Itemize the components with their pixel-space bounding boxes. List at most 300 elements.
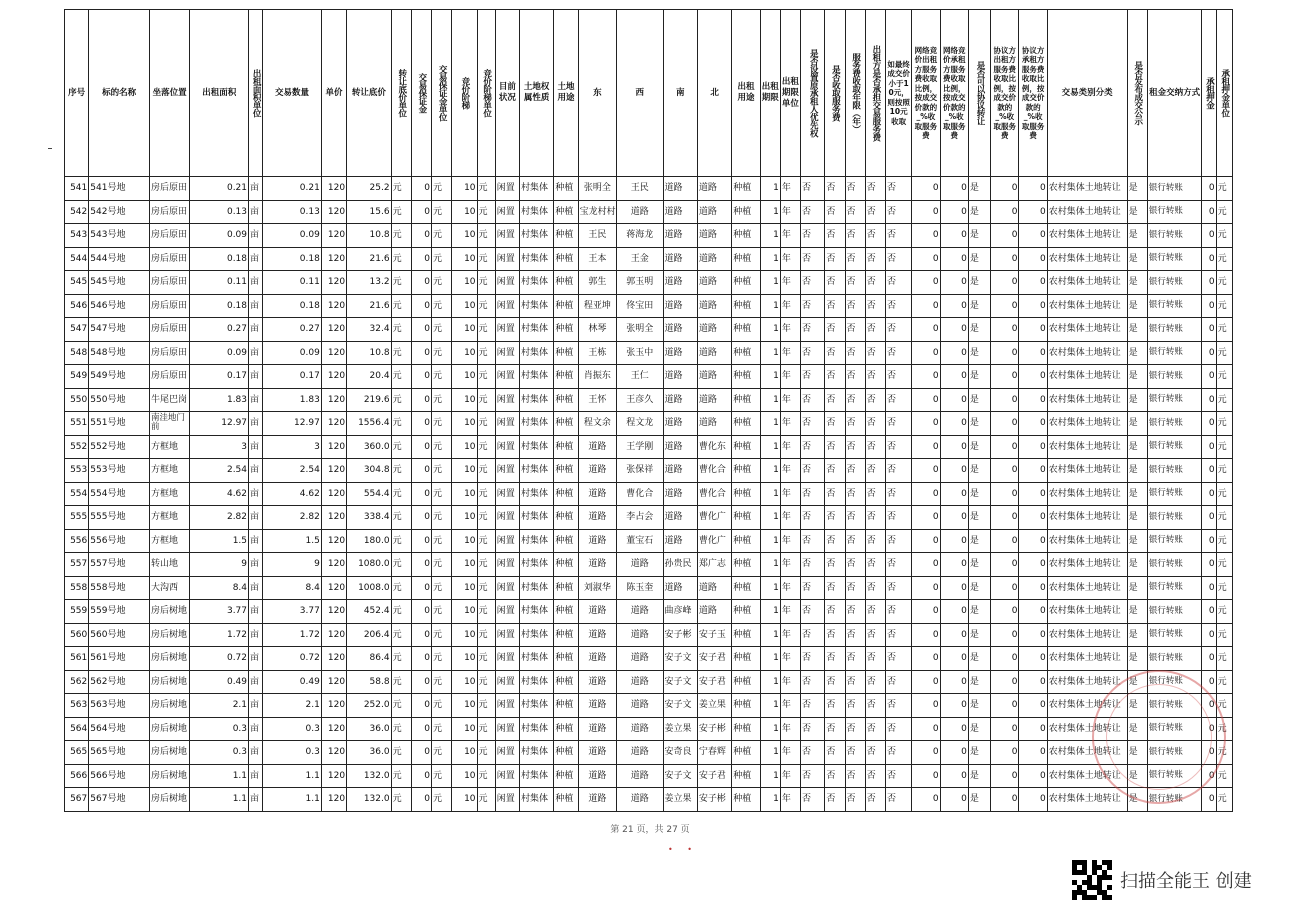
- table-cell: 银行转账: [1147, 271, 1202, 295]
- table-cell: 种植: [732, 623, 760, 647]
- table-cell: 120: [321, 576, 346, 600]
- table-cell: 1: [760, 529, 780, 553]
- table-cell: 1: [760, 247, 780, 271]
- table-cell: 0: [912, 435, 940, 459]
- header-cell: 交易类别分类: [1047, 10, 1127, 177]
- table-cell: 亩: [249, 435, 263, 459]
- table-cell: 0: [1019, 459, 1047, 483]
- header-cell: 交易数量: [263, 10, 322, 177]
- table-cell: 元: [1216, 224, 1232, 248]
- table-cell: 0: [940, 435, 968, 459]
- table-cell: 村集体: [519, 788, 553, 812]
- table-cell: 道路: [663, 318, 697, 342]
- table-cell: 闲置: [495, 177, 519, 201]
- table-cell: 544号地: [89, 247, 150, 271]
- table-cell: 村集体: [519, 247, 553, 271]
- header-cell: 坐落位置: [149, 10, 189, 177]
- table-cell: 10: [452, 764, 477, 788]
- table-cell: 农村集体土地转让: [1047, 365, 1127, 389]
- table-cell: 0: [991, 788, 1019, 812]
- table-cell: 否: [885, 459, 911, 483]
- table-cell: 闲置: [495, 271, 519, 295]
- table-cell: 道路: [663, 365, 697, 389]
- table-cell: 否: [845, 294, 865, 318]
- table-cell: 种植: [732, 741, 760, 765]
- header-cell: 转让底价单位: [391, 10, 411, 177]
- table-cell: 否: [801, 224, 825, 248]
- table-cell: 否: [865, 177, 885, 201]
- table-cell: 道路: [697, 318, 731, 342]
- table-cell: 闲置: [495, 200, 519, 224]
- table-cell: 房后原田: [149, 318, 189, 342]
- table-cell: 种植: [554, 764, 578, 788]
- table-cell: 0: [912, 576, 940, 600]
- table-cell: 0: [1202, 647, 1216, 671]
- table-cell: 元: [477, 788, 495, 812]
- table-cell: 道路: [663, 247, 697, 271]
- table-row: [65, 341, 1233, 365]
- table-cell: 道路: [697, 600, 731, 624]
- table-cell: 元: [1216, 647, 1232, 671]
- table-cell: 0.09: [190, 224, 249, 248]
- table-cell: 545: [65, 271, 89, 295]
- table-cell: 农村集体土地转让: [1047, 412, 1127, 436]
- table-cell: 房后树地: [149, 694, 189, 718]
- table-cell: 元: [477, 459, 495, 483]
- table-cell: 银行转账: [1147, 177, 1202, 201]
- table-cell: 种植: [554, 694, 578, 718]
- table-cell: 元: [391, 623, 411, 647]
- table-cell: 120: [321, 271, 346, 295]
- table-cell: 年: [780, 388, 800, 412]
- table-cell: 元: [432, 788, 452, 812]
- table-cell: 亩: [249, 318, 263, 342]
- table-cell: 120: [321, 412, 346, 436]
- table-cell: 闲置: [495, 764, 519, 788]
- table-cell: 种植: [732, 200, 760, 224]
- table-cell: 安子玉: [697, 623, 731, 647]
- table-cell: 亩: [249, 177, 263, 201]
- table-cell: 元: [1216, 788, 1232, 812]
- table-cell: 0: [940, 670, 968, 694]
- table-cell: 36.0: [347, 741, 391, 765]
- table-cell: 否: [801, 670, 825, 694]
- table-cell: 0: [912, 177, 940, 201]
- table-cell: 3.77: [190, 600, 249, 624]
- table-cell: 10: [452, 741, 477, 765]
- table-cell: 556: [65, 529, 89, 553]
- land-lease-table-sheet: [64, 9, 1233, 812]
- table-cell: 年: [780, 717, 800, 741]
- table-cell: 银行转账: [1147, 670, 1202, 694]
- table-cell: 10: [452, 788, 477, 812]
- table-cell: 否: [825, 365, 845, 389]
- table-cell: 552: [65, 435, 89, 459]
- table-cell: 年: [780, 529, 800, 553]
- table-row: [65, 177, 1233, 201]
- table-cell: 3.77: [263, 600, 322, 624]
- table-cell: 0: [1202, 341, 1216, 365]
- table-cell: 否: [865, 764, 885, 788]
- table-cell: 否: [825, 388, 845, 412]
- table-cell: 1.1: [190, 764, 249, 788]
- table-cell: 0: [991, 741, 1019, 765]
- table-cell: 房后树地: [149, 600, 189, 624]
- table-cell: 元: [477, 341, 495, 365]
- table-cell: 否: [885, 388, 911, 412]
- header-cell: 出租期限单位: [780, 10, 800, 177]
- table-cell: 否: [865, 224, 885, 248]
- table-cell: 0: [991, 717, 1019, 741]
- table-cell: 2.54: [263, 459, 322, 483]
- table-cell: 房后树地: [149, 741, 189, 765]
- table-cell: 村集体: [519, 694, 553, 718]
- table-cell: 543号地: [89, 224, 150, 248]
- table-cell: 年: [780, 365, 800, 389]
- table-cell: 2.82: [190, 506, 249, 530]
- table-cell: 0: [912, 271, 940, 295]
- table-cell: 种植: [732, 482, 760, 506]
- table-cell: 银行转账: [1147, 318, 1202, 342]
- margin-mark: [48, 148, 52, 149]
- header-cell: 北: [697, 10, 731, 177]
- table-cell: 道路: [697, 247, 731, 271]
- table-cell: 是: [1127, 717, 1147, 741]
- header-cell: 协议方承租方服务费收取比例，按成交价款的_%收取服务费: [1019, 10, 1047, 177]
- header-cell: 转让底价: [347, 10, 391, 177]
- table-cell: 元: [432, 764, 452, 788]
- table-cell: 郭生: [578, 271, 616, 295]
- table-cell: 亩: [249, 224, 263, 248]
- table-cell: 房后原田: [149, 341, 189, 365]
- table-cell: 否: [885, 529, 911, 553]
- table-cell: 1.72: [263, 623, 322, 647]
- header-cell: 南: [663, 10, 697, 177]
- table-cell: 银行转账: [1147, 200, 1202, 224]
- table-cell: 549: [65, 365, 89, 389]
- table-cell: 1008.0: [347, 576, 391, 600]
- table-cell: 10: [452, 717, 477, 741]
- table-cell: 否: [801, 388, 825, 412]
- table-cell: 否: [801, 553, 825, 577]
- table-cell: 否: [885, 741, 911, 765]
- table-cell: 是: [968, 459, 990, 483]
- table-cell: 元: [391, 482, 411, 506]
- table-cell: 程亚坤: [578, 294, 616, 318]
- table-cell: 10: [452, 647, 477, 671]
- table-cell: 种植: [732, 365, 760, 389]
- qr-code-icon: [1072, 860, 1112, 900]
- table-cell: 道路: [697, 224, 731, 248]
- table-cell: 554.4: [347, 482, 391, 506]
- table-cell: 120: [321, 318, 346, 342]
- table-cell: 0: [940, 764, 968, 788]
- table-cell: 1: [760, 435, 780, 459]
- table-cell: 10: [452, 294, 477, 318]
- table-cell: 是: [968, 717, 990, 741]
- table-cell: 否: [825, 764, 845, 788]
- table-cell: 闲置: [495, 529, 519, 553]
- table-cell: 0: [940, 247, 968, 271]
- table-cell: 否: [885, 247, 911, 271]
- table-cell: 548号地: [89, 341, 150, 365]
- table-cell: 否: [825, 294, 845, 318]
- table-cell: 0: [912, 247, 940, 271]
- table-cell: 否: [865, 412, 885, 436]
- table-cell: 0.3: [190, 741, 249, 765]
- table-cell: 545号地: [89, 271, 150, 295]
- table-cell: 农村集体土地转让: [1047, 388, 1127, 412]
- table-cell: 元: [477, 506, 495, 530]
- table-cell: 252.0: [347, 694, 391, 718]
- table-cell: 村集体: [519, 341, 553, 365]
- table-cell: 0: [940, 717, 968, 741]
- table-cell: 10: [452, 482, 477, 506]
- table-cell: 15.6: [347, 200, 391, 224]
- table-cell: 闲置: [495, 318, 519, 342]
- table-cell: 道路: [578, 694, 616, 718]
- table-cell: 0: [912, 670, 940, 694]
- table-cell: 种植: [554, 506, 578, 530]
- table-cell: 曹化东: [697, 435, 731, 459]
- table-cell: 年: [780, 694, 800, 718]
- table-cell: 农村集体土地转让: [1047, 294, 1127, 318]
- table-cell: 村集体: [519, 506, 553, 530]
- table-cell: 村集体: [519, 482, 553, 506]
- table-cell: 0: [991, 412, 1019, 436]
- table-cell: 1: [760, 271, 780, 295]
- table-cell: 0: [1202, 435, 1216, 459]
- table-row: [65, 741, 1233, 765]
- header-cell: 承租押金: [1202, 10, 1216, 177]
- table-cell: 0: [411, 271, 431, 295]
- table-cell: 元: [432, 482, 452, 506]
- table-row: [65, 435, 1233, 459]
- table-cell: 0: [1202, 506, 1216, 530]
- table-cell: 否: [865, 576, 885, 600]
- table-cell: 姜立果: [697, 694, 731, 718]
- table-row: [65, 482, 1233, 506]
- table-cell: 0: [912, 224, 940, 248]
- table-cell: 544: [65, 247, 89, 271]
- table-cell: 种植: [732, 717, 760, 741]
- table-cell: 0.49: [263, 670, 322, 694]
- table-cell: 元: [477, 482, 495, 506]
- table-cell: 是: [1127, 365, 1147, 389]
- table-cell: 王彦久: [617, 388, 664, 412]
- table-cell: 0: [940, 506, 968, 530]
- table-cell: 种植: [732, 576, 760, 600]
- table-cell: 0: [940, 365, 968, 389]
- table-cell: 道路: [697, 412, 731, 436]
- table-cell: 董宝石: [617, 529, 664, 553]
- table-cell: 否: [801, 576, 825, 600]
- table-cell: 0: [1202, 482, 1216, 506]
- table-cell: 种植: [732, 247, 760, 271]
- table-cell: 否: [845, 741, 865, 765]
- table-cell: 否: [801, 177, 825, 201]
- table-cell: 1: [760, 365, 780, 389]
- table-cell: 0: [411, 412, 431, 436]
- table-row: [65, 506, 1233, 530]
- table-cell: 0: [411, 529, 431, 553]
- table-cell: 农村集体土地转让: [1047, 506, 1127, 530]
- table-cell: 元: [391, 670, 411, 694]
- table-cell: 0: [1202, 788, 1216, 812]
- table-cell: 552号地: [89, 435, 150, 459]
- table-cell: 0: [411, 600, 431, 624]
- table-cell: 元: [391, 600, 411, 624]
- header-cell: 土地用途: [554, 10, 578, 177]
- table-cell: 558号地: [89, 576, 150, 600]
- table-cell: 1: [760, 341, 780, 365]
- table-cell: 闲置: [495, 788, 519, 812]
- table-cell: 闲置: [495, 412, 519, 436]
- table-cell: 王怀: [578, 388, 616, 412]
- table-cell: 1: [760, 506, 780, 530]
- table-cell: 0: [940, 459, 968, 483]
- table-cell: 种植: [732, 529, 760, 553]
- table-row: [65, 576, 1233, 600]
- table-cell: 1: [760, 670, 780, 694]
- table-cell: 0.09: [190, 341, 249, 365]
- table-cell: 10: [452, 553, 477, 577]
- table-cell: 是: [968, 529, 990, 553]
- table-cell: 姜立果: [663, 788, 697, 812]
- table-cell: 银行转账: [1147, 553, 1202, 577]
- table-cell: 0.11: [263, 271, 322, 295]
- table-cell: 亩: [249, 459, 263, 483]
- table-cell: 种植: [732, 412, 760, 436]
- header-cell: 序号: [65, 10, 89, 177]
- table-cell: 村集体: [519, 294, 553, 318]
- header-cell: 协议方出租方服务费收取比例，按成交价款的_%收取服务费: [991, 10, 1019, 177]
- table-cell: 元: [432, 623, 452, 647]
- table-cell: 元: [432, 553, 452, 577]
- table-cell: 0: [912, 365, 940, 389]
- table-cell: 58.8: [347, 670, 391, 694]
- table-cell: 0: [1019, 482, 1047, 506]
- table-cell: 120: [321, 247, 346, 271]
- table-cell: 0: [991, 764, 1019, 788]
- table-cell: 否: [885, 435, 911, 459]
- table-cell: 550: [65, 388, 89, 412]
- table-cell: 否: [845, 459, 865, 483]
- table-cell: 蒋海龙: [617, 224, 664, 248]
- table-cell: 0: [1202, 224, 1216, 248]
- table-cell: 安子文: [663, 764, 697, 788]
- table-cell: 566号地: [89, 764, 150, 788]
- table-cell: 农村集体土地转让: [1047, 717, 1127, 741]
- table-cell: 0: [912, 294, 940, 318]
- table-cell: 0: [411, 200, 431, 224]
- table-cell: 否: [865, 459, 885, 483]
- table-cell: 0: [1202, 741, 1216, 765]
- table-cell: 道路: [578, 506, 616, 530]
- table-cell: 0: [1019, 694, 1047, 718]
- table-cell: 元: [1216, 294, 1232, 318]
- table-cell: 否: [845, 788, 865, 812]
- table-cell: 120: [321, 482, 346, 506]
- table-cell: 0.13: [263, 200, 322, 224]
- table-cell: 是: [1127, 412, 1147, 436]
- table-cell: 否: [845, 365, 865, 389]
- table-cell: 村集体: [519, 647, 553, 671]
- table-cell: 王学刚: [617, 435, 664, 459]
- table-cell: 安奇良: [663, 741, 697, 765]
- table-cell: 曹化合: [617, 482, 664, 506]
- table-cell: 0: [411, 435, 431, 459]
- table-cell: 0: [912, 482, 940, 506]
- table-cell: 是: [968, 623, 990, 647]
- table-cell: 是: [1127, 647, 1147, 671]
- table-row: [65, 647, 1233, 671]
- table-cell: 元: [1216, 365, 1232, 389]
- table-cell: 4.62: [190, 482, 249, 506]
- table-cell: 闲置: [495, 623, 519, 647]
- table-cell: 道路: [663, 224, 697, 248]
- table-cell: 否: [885, 412, 911, 436]
- table-cell: 农村集体土地转让: [1047, 647, 1127, 671]
- table-cell: 安子君: [697, 764, 731, 788]
- table-cell: 10: [452, 506, 477, 530]
- table-cell: 孙贵民: [663, 553, 697, 577]
- table-cell: 否: [865, 271, 885, 295]
- table-cell: 种植: [732, 600, 760, 624]
- table-cell: 种植: [732, 764, 760, 788]
- table-cell: 10: [452, 177, 477, 201]
- table-cell: 曹化广: [697, 529, 731, 553]
- table-cell: 姜立果: [663, 717, 697, 741]
- table-cell: 0: [940, 200, 968, 224]
- table-cell: 否: [825, 247, 845, 271]
- table-cell: 元: [477, 200, 495, 224]
- table-cell: 2.1: [190, 694, 249, 718]
- table-cell: 10: [452, 271, 477, 295]
- table-cell: 10: [452, 200, 477, 224]
- table-cell: 元: [1216, 435, 1232, 459]
- table-cell: 0: [912, 412, 940, 436]
- table-cell: 否: [825, 717, 845, 741]
- table-cell: 21.6: [347, 294, 391, 318]
- table-cell: 0: [991, 576, 1019, 600]
- table-cell: 2.54: [190, 459, 249, 483]
- table-cell: 32.4: [347, 318, 391, 342]
- table-cell: 是: [1127, 576, 1147, 600]
- table-cell: 0: [940, 294, 968, 318]
- table-cell: 房后原田: [149, 177, 189, 201]
- table-cell: 541号地: [89, 177, 150, 201]
- table-cell: 120: [321, 388, 346, 412]
- table-cell: 0: [1019, 341, 1047, 365]
- table-cell: 元: [432, 600, 452, 624]
- table-cell: 亩: [249, 670, 263, 694]
- table-cell: 0.13: [190, 200, 249, 224]
- table-cell: 道路: [663, 294, 697, 318]
- table-cell: 10: [452, 224, 477, 248]
- table-cell: 否: [801, 200, 825, 224]
- table-cell: 1: [760, 600, 780, 624]
- table-cell: 道路: [578, 670, 616, 694]
- table-cell: 否: [885, 576, 911, 600]
- table-cell: 是: [1127, 741, 1147, 765]
- table-cell: 0: [411, 247, 431, 271]
- table-row: [65, 553, 1233, 577]
- table-cell: 0: [912, 741, 940, 765]
- table-cell: 否: [865, 506, 885, 530]
- table-cell: 种植: [732, 271, 760, 295]
- table-cell: 道路: [663, 388, 697, 412]
